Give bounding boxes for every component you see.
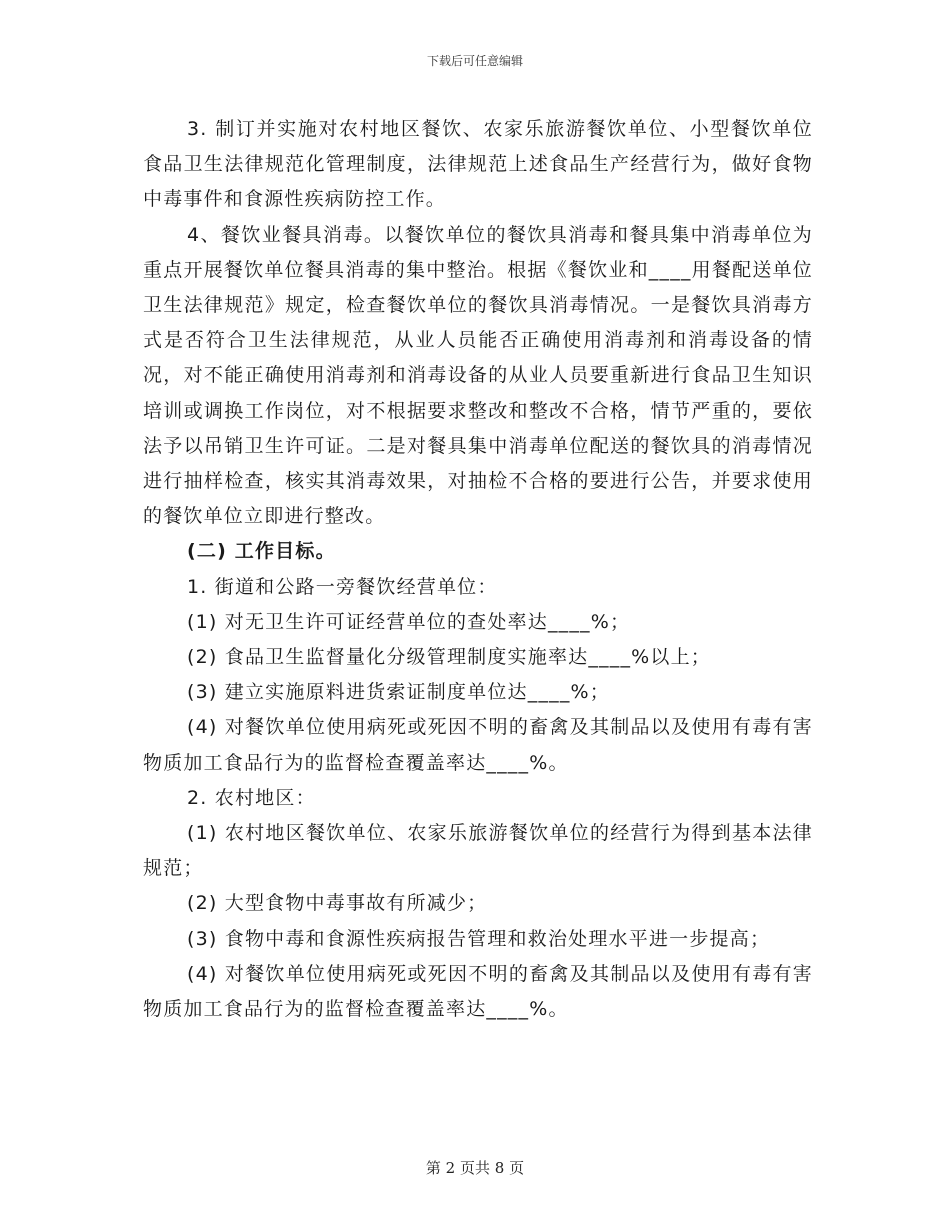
paragraph-1: 3. 制订并实施对农村地区餐饮、农家乐旅游餐饮单位、小型餐饮单位食品卫生法律规范化管理制度，法律规范上述食品生产经营行为，做好食物中毒事件和食源性疾病防控工作。 xyxy=(143,118,813,211)
list-item: (1) 农村地区餐饮单位、农家乐旅游餐饮单位的经营行为得到基本法律规范； xyxy=(143,822,813,880)
page-header: 下载后可任意编辑 xyxy=(426,54,523,68)
list-item: (1) 对无卫生许可证经营单位的查处率达____%； xyxy=(187,610,631,633)
list-item: (3) 食物中毒和食源性疾病报告管理和救治处理水平进一步提高； xyxy=(187,927,771,950)
page-footer: 第 2 页共 8 页 xyxy=(425,1159,525,1177)
paragraph-3: 1. 街道和公路一旁餐饮经营单位： xyxy=(187,575,498,598)
paragraph-4: 2. 农村地区： xyxy=(187,786,316,809)
document-body xyxy=(143,112,813,1027)
section-heading: (二) 工作目标。 xyxy=(187,540,336,563)
list-item: (2) 大型食物中毒事故有所减少； xyxy=(187,892,488,915)
list-item: (4) 对餐饮单位使用病死或死因不明的畜禽及其制品以及使用有毒有害物质加工食品行为的监督检查覆盖率达____%。 xyxy=(143,716,813,774)
list-item: (3) 建立实施原料进货索证制度单位达____%； xyxy=(187,681,611,704)
list-item: (2) 食品卫生监督量化分级管理制度实施率达____%以上； xyxy=(187,646,712,669)
paragraph-2: 4、餐饮业餐具消毒。以餐饮单位的餐饮具消毒和餐具集中消毒单位为重点开展餐饮单位餐具消毒的集中整治。根据《餐饮业和____用餐配送单位卫生法律规范》规定，检查餐饮单位的餐饮具消毒情况。一是餐饮具消毒方式是否符合卫生法律规范，从业人员能否正确使用消毒剂和消毒设备的情况，对不能正确使用消毒剂和消毒设备的从业人员要重新进行食品卫生知识培训或调换工作岗位，对不根据要求整改和整改不合格，情节严重的，要依法予以吊销卫生许可证。二是对餐具集中消毒单位配送的餐饮具的消毒情况进行抽样检查，核实其消毒效果，对抽检不合格的要进行公告，并要求使用的餐饮单位立即进行整改。 xyxy=(143,223,813,528)
list-item: (4) 对餐饮单位使用病死或死因不明的畜禽及其制品以及使用有毒有害物质加工食品行为的监督检查覆盖率达____%。 xyxy=(143,962,813,1021)
